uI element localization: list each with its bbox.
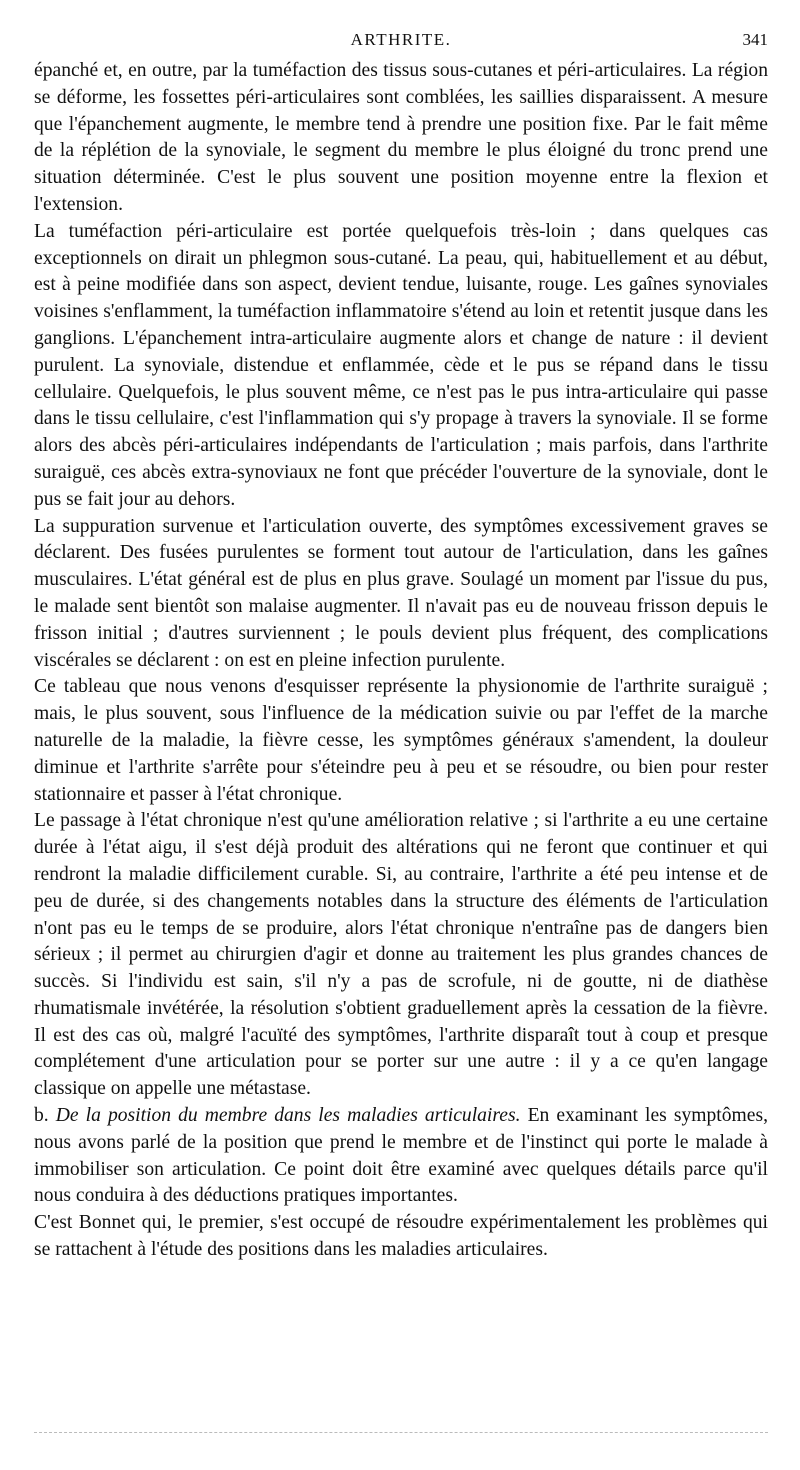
paragraph-3: La suppuration survenue et l'articulation ouverte, des symptômes excessivement graves se déclarent. Des fusées purulentes se forment tout autour de l'articulation, dans les gaînes musculaires. L'état général est de plus en plus grave. Soulagé un moment par l'issue du pus, le malade sent bientôt son malaise augmenter. Il n'avait pas eu de nouveau frisson depuis le frisson initial ; d'autres surviennent ; le pouls devient plus fréquent, des complications viscérales se déclarent : on est en pleine infection purulente.	[34, 515, 768, 671]
paragraph-4: Ce tableau que nous venons d'esquisser représente la physionomie de l'arthrite suraiguë ; mais, le plus souvent, sous l'influence de la médication suivie ou par l'effet de la marche naturelle de la maladie, la fièvre cesse, les symptômes généraux s'amendent, la douleur diminue et l'arthrite s'arrête pour s'éteindre peu à peu et se résoudre, ou bien pour rester stationnaire et passer à l'état chronique.	[34, 676, 768, 805]
running-title: ARTHRITE.	[350, 30, 452, 49]
paragraph-2: La tuméfaction péri-articulaire est portée quelquefois très-loin ; dans quelques cas exceptionnels on dirait un phlegmon sous-cutané. La peau, qui, habituellement et au début, est à peine modifiée dans son aspect, devient tendue, luisante, rouge. Les gaînes synoviales voisines s'enflamment, la tuméfaction inflammatoire s'étend au loin et retentit jusque dans les ganglions. L'épanchement intra-articulaire augmente alors et change de nature : il devient purulent. La synoviale, distendue et enflammée, cède et le pus se répand dans le tissu cellulaire. Quelquefois, le plus souvent même, ce n'est pas le pus intra-articulaire qui passe dans le tissu cellulaire, c'est l'inflammation qui s'y propage à travers la synoviale. Il se forme alors des abcès péri-articulaires indépendants de l'articulation ; mais parfois, dans l'arthrite suraiguë, ces abcès extra-synoviaux ne font que précéder l'ouverture de la synoviale, dont le pus se fait jour au dehors.	[34, 220, 768, 510]
footer-rule	[34, 1432, 768, 1433]
page-number: 341	[742, 30, 768, 49]
section-b-text: En examinant les symptômes, nous avons parlé de la position que prend le membre et de l'instinct qui porte le malade à immobiliser son articulation. Ce point doit être examiné avec quelques détails parce qu'il nous conduira à des déductions pratiques importantes.	[34, 1105, 769, 1207]
closing-paragraph: C'est Bonnet qui, le premier, s'est occupé de résoudre expérimentalement les problèmes qui se rattachent à l'étude des positions dans les maladies articulaires.	[34, 1212, 768, 1261]
section-b-title: De la position du membre dans les maladies articulaires.	[55, 1105, 521, 1127]
section-b-label: b.	[34, 1105, 49, 1127]
section-b-paragraph	[34, 1103, 768, 1210]
paragraph-1: épanché et, en outre, par la tuméfaction des tissus sous-cutanes et péri-articulaires. La région se déforme, les fossettes péri-articulaires sont comblées, les saillies disparaissent. A mesure que l'épanchement augmente, le membre tend à prendre une position fixe. Par le fait même de la réplétion de la synoviale, le segment du membre le plus éloigné du tronc prend une situation déterminée. C'est le plus souvent une position moyenne entre la flexion et l'extension.	[34, 60, 768, 215]
page-header	[34, 28, 768, 54]
book-page	[34, 28, 768, 1264]
paragraph-5: Le passage à l'état chronique n'est qu'une amélioration relative ; si l'arthrite a eu une certaine durée à l'état aigu, il s'est déjà produit des altérations qui ne feront que continuer et qui rendront la maladie difficilement curable. Si, au contraire, l'arthrite a été peu intense et de peu de durée, si des changements notables dans la structure des éléments de l'articulation n'ont pas eu le temps de se produire, alors l'état chronique n'entraîne pas de dangers bien sérieux ; il permet au chirurgien d'agir et donne au traitement les plus grandes chances de succès. Si l'individu est sain, s'il n'y a pas de scrofule, ni de goutte, ni de diathèse rhumatismale invétérée, la résolution s'obtient graduellement après la cessation de la fièvre. Il est des cas où, malgré l'acuïté des symptômes, l'arthrite disparaît tout à coup et presque complétement d'une articulation pour se porter sur une autre : il y a ce qu'en langage classique on appelle une métastase.	[34, 810, 768, 1100]
